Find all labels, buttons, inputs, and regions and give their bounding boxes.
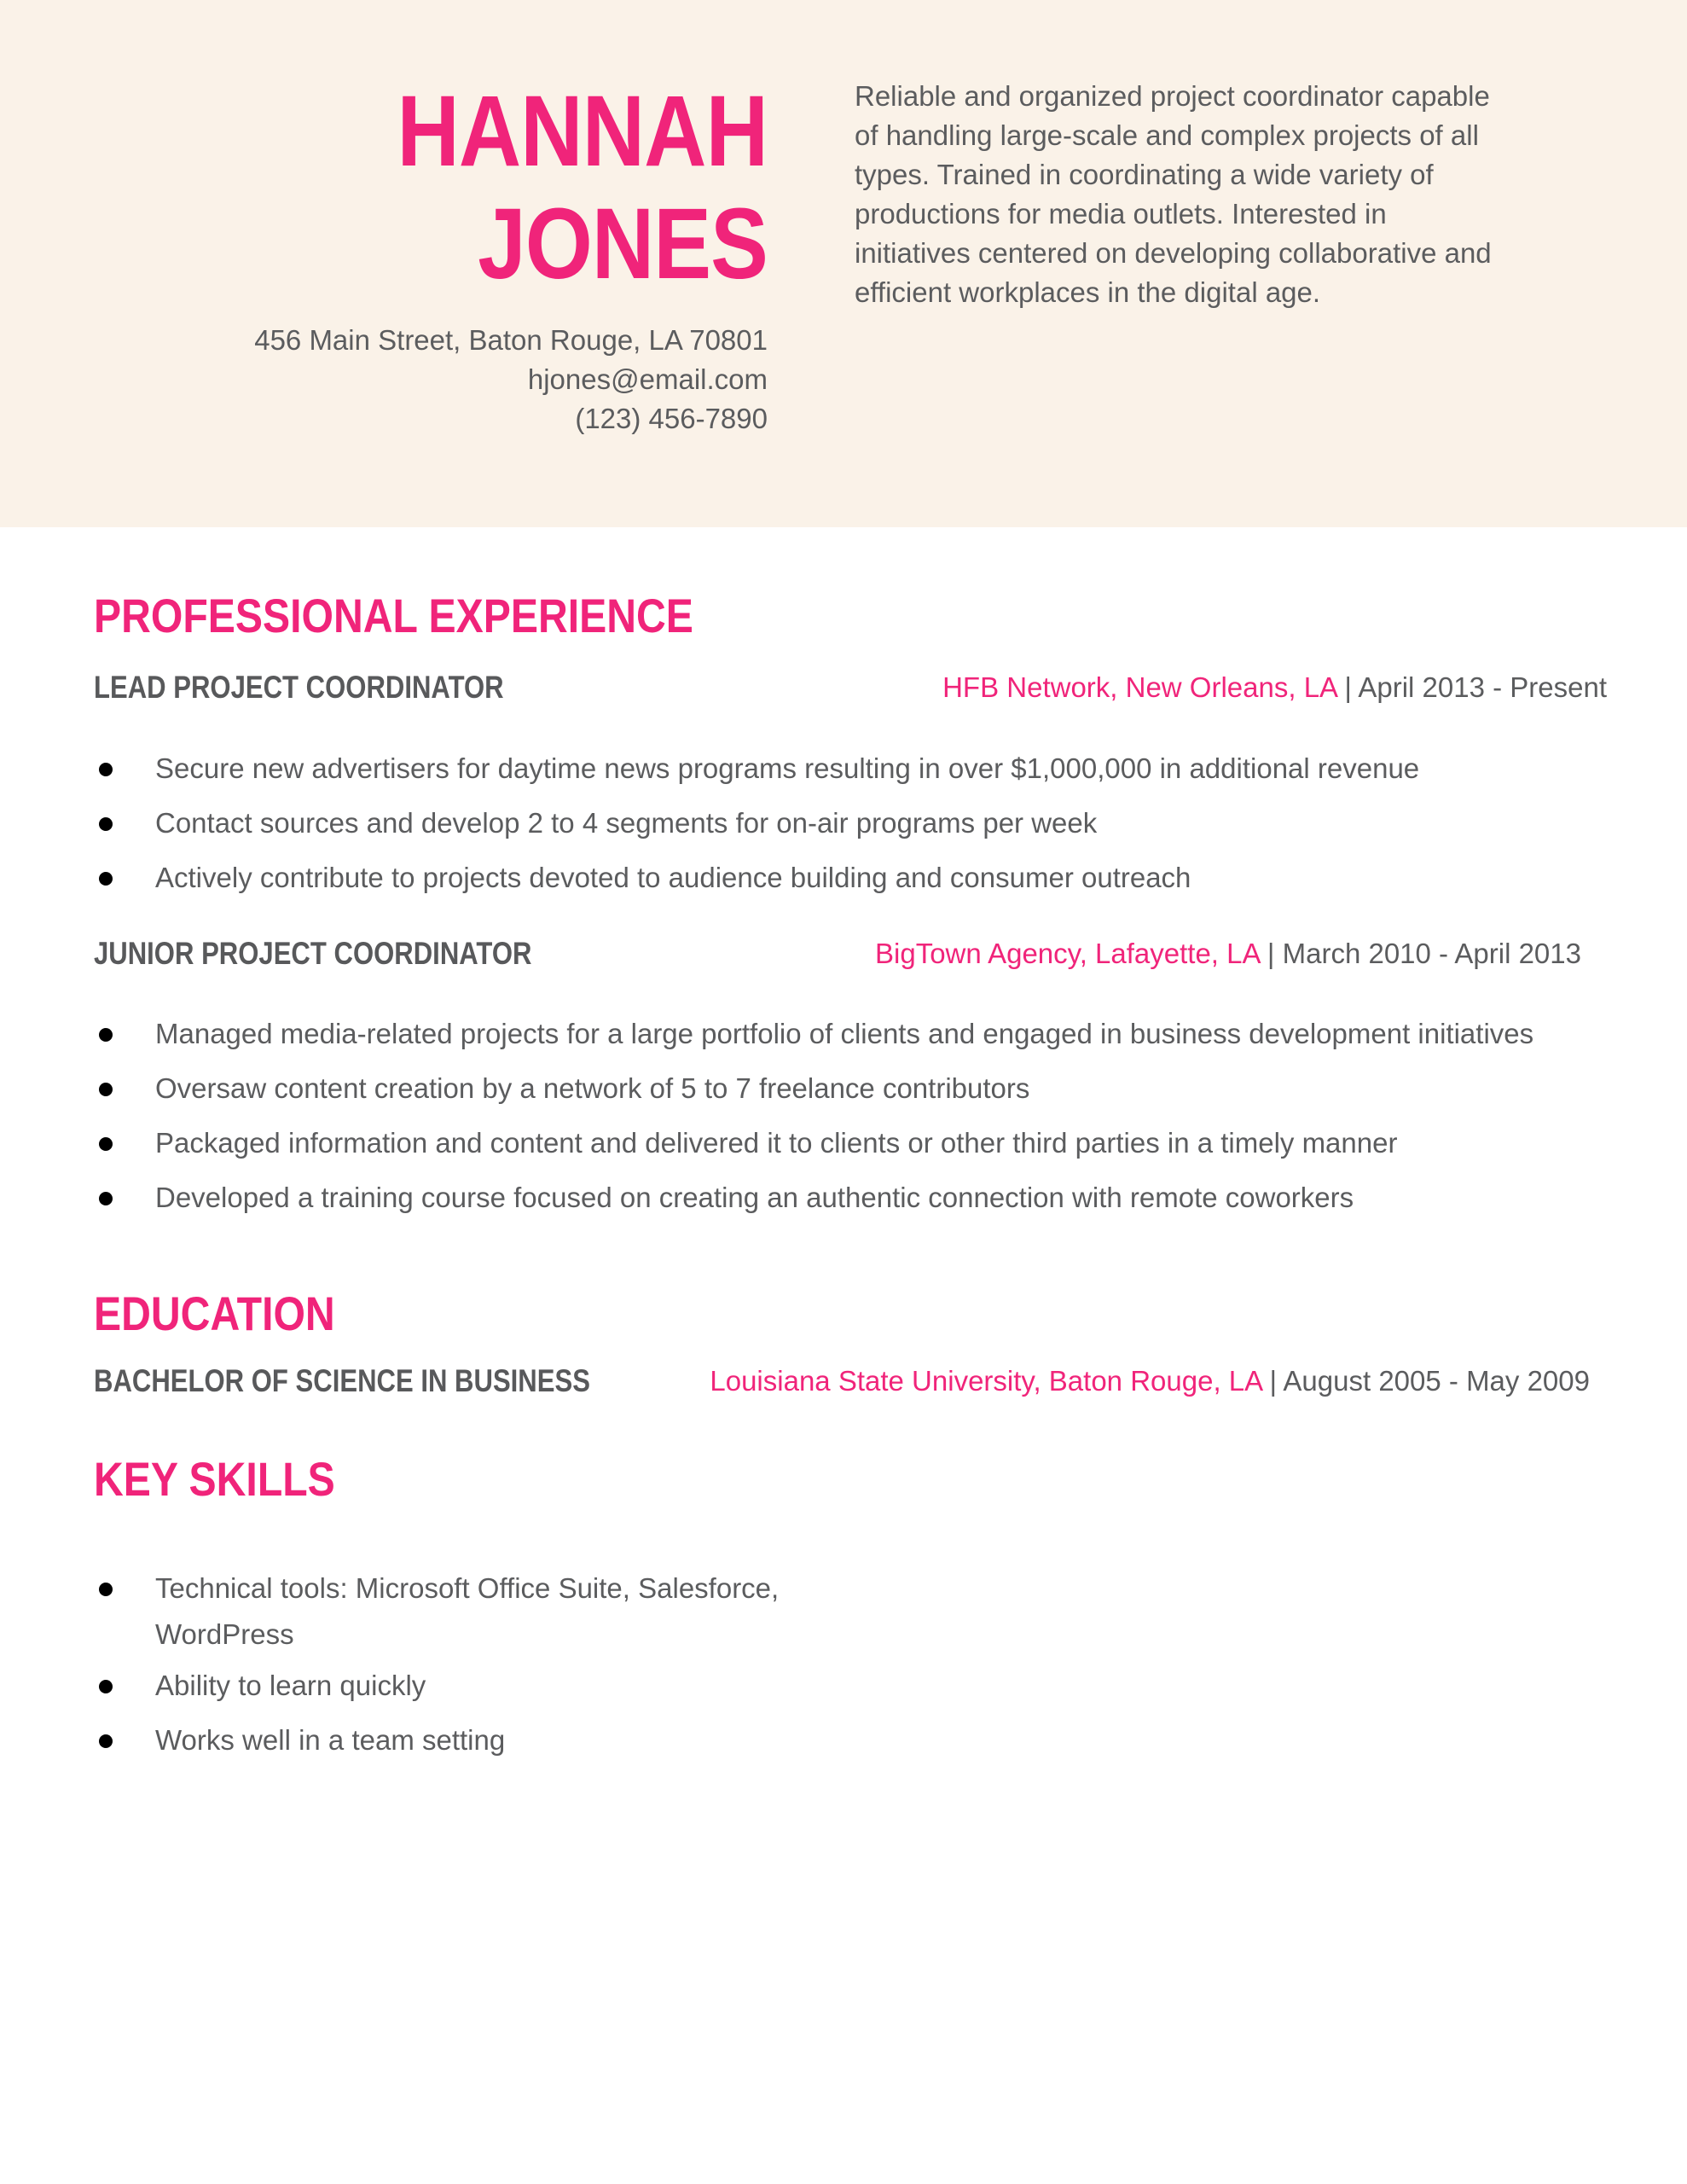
contact-info — [171, 321, 768, 439]
list-item: Managed media-related projects for a large portfolio of clients and engaged in business development initiatives — [94, 1014, 1612, 1054]
separator: | — [1336, 671, 1359, 703]
skills-list — [94, 1565, 793, 1760]
list-item: Contact sources and develop 2 to 4 segments for on-air programs per week — [94, 804, 1612, 843]
bullet-icon — [99, 763, 113, 776]
profile-summary: Reliable and organized project coordinator capable of handling large-scale and complex projects of all types. Trained in coordinating a wide variety of productions for media outlets. Interested in initiatives centered on developing collaborative and efficient workplaces in the digital age. — [855, 80, 1492, 308]
job-bullets — [94, 1014, 1612, 1217]
section-title-experience: PROFESSIONAL EXPERIENCE — [94, 589, 693, 642]
list-item: Actively contribute to projects devoted to audience building and consumer outreach — [94, 858, 1612, 897]
education-meta — [710, 1360, 1590, 1403]
name-contact-block — [171, 75, 768, 439]
list-item: Works well in a team setting — [94, 1721, 793, 1760]
phone: (123) 456-7890 — [575, 403, 768, 434]
job-dates: April 2013 - Present — [1358, 671, 1607, 703]
separator: | — [1259, 938, 1283, 969]
bullet-icon — [99, 1192, 113, 1205]
list-item: Packaged information and content and delivered it to clients or other third parties in a timely manner — [94, 1124, 1612, 1163]
bullet-icon — [99, 1734, 113, 1748]
school: Louisiana State University, Baton Rouge, LA — [710, 1365, 1262, 1397]
job-header — [94, 666, 1607, 709]
list-item: Developed a training course focused on creating an authentic connection with remote coworkers — [94, 1178, 1612, 1217]
list-item: Oversaw content creation by a network of 5 to 7 freelance contributors — [94, 1069, 1612, 1108]
section-title-skills: KEY SKILLS — [94, 1452, 335, 1506]
bullet-icon — [99, 1583, 113, 1596]
job-dates: March 2010 - April 2013 — [1282, 938, 1581, 969]
bullet-icon — [99, 1083, 113, 1096]
first-name: HANNAH — [397, 75, 768, 188]
employer: HFB Network, New Orleans, LA — [942, 671, 1337, 703]
education-dates: August 2005 - May 2009 — [1283, 1365, 1590, 1397]
email: hjones@email.com — [527, 363, 768, 395]
bullet-icon — [99, 1137, 113, 1151]
bullet-icon — [99, 1680, 113, 1693]
bullet-icon — [99, 817, 113, 831]
job-title: JUNIOR PROJECT COORDINATOR — [94, 936, 532, 971]
job-meta — [875, 932, 1581, 975]
section-title-education: EDUCATION — [94, 1287, 335, 1340]
job-meta — [942, 666, 1607, 709]
job-header — [94, 932, 1581, 975]
job-title: LEAD PROJECT COORDINATOR — [94, 670, 504, 705]
bullet-icon — [99, 872, 113, 886]
address: 456 Main Street, Baton Rouge, LA 70801 — [254, 324, 768, 356]
list-item: Ability to learn quickly — [94, 1666, 793, 1705]
bullet-icon — [99, 1028, 113, 1042]
degree: BACHELOR OF SCIENCE IN BUSINESS — [94, 1363, 590, 1398]
list-item: Secure new advertisers for daytime news programs resulting in over $1,000,000 in additional revenue — [94, 749, 1612, 788]
separator: | — [1261, 1365, 1284, 1397]
education-entry — [94, 1360, 1590, 1403]
job-bullets — [94, 749, 1612, 897]
employer: BigTown Agency, Lafayette, LA — [875, 938, 1260, 969]
list-item: Technical tools: Microsoft Office Suite, Salesforce, WordPress — [94, 1565, 793, 1658]
last-name: JONES — [478, 188, 768, 300]
